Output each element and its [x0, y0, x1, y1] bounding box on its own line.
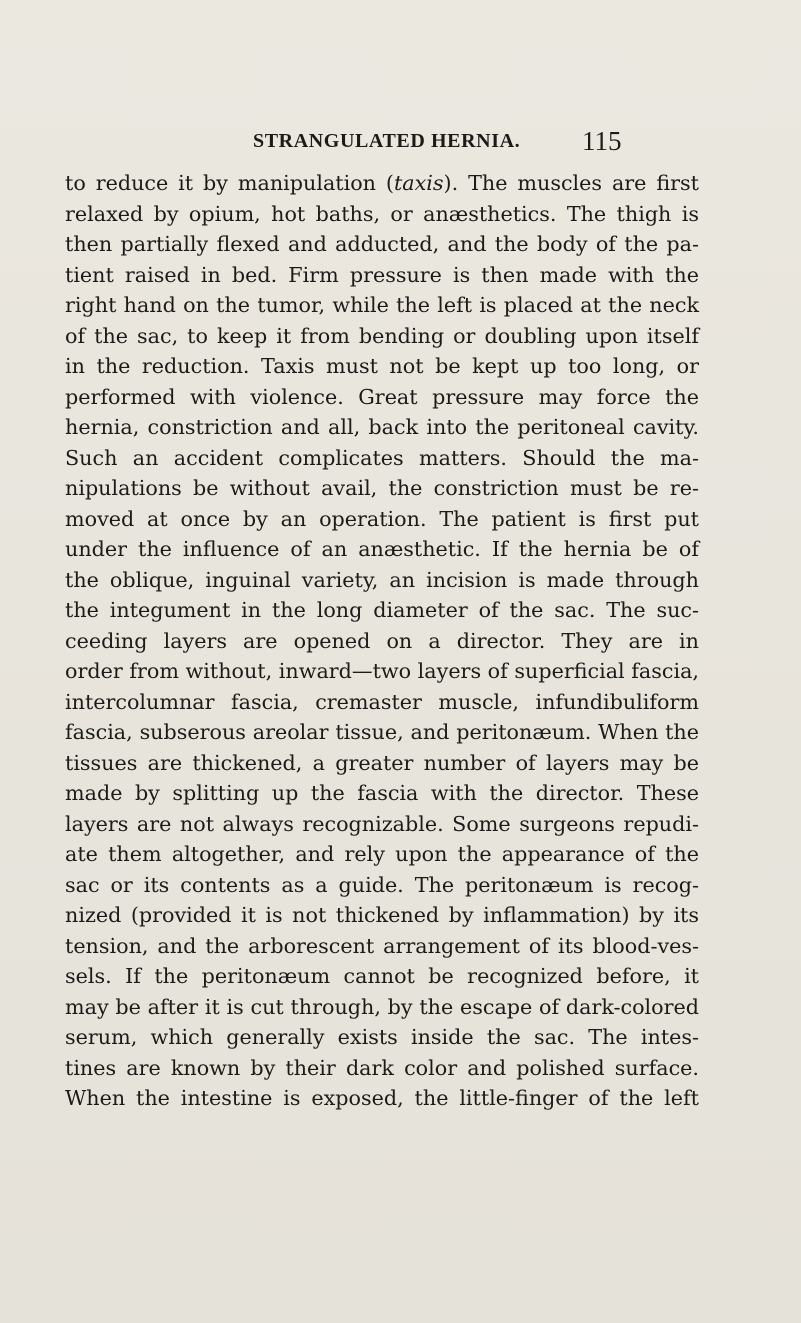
- text-line: tines are known by their dark color and polished surface.: [65, 1055, 699, 1080]
- page-header: [0, 122, 801, 162]
- text-line: hernia, constriction and all, back into the peritoneal cavity.: [65, 415, 699, 439]
- text-line: ceeding layers are opened on a director. They are in: [65, 628, 699, 653]
- text-line: sels. If the peritonæum cannot be recognized before, it: [65, 964, 699, 988]
- text-line: When the intestine is exposed, the little-finger of the left: [65, 1086, 699, 1110]
- page-number: 115: [582, 126, 622, 156]
- text-line: moved at once by an operation. The patient is first put: [65, 506, 699, 531]
- text-line: nipulations be without avail, the constriction must be re-: [65, 476, 699, 500]
- text-line: the integument in the long diameter of the sac. The suc-: [65, 598, 699, 622]
- text-line: performed with violence. Great pressure may force the: [65, 384, 699, 409]
- text-line: the oblique, inguinal variety, an incision is made through: [65, 567, 699, 592]
- text-line: order from without, inward—two layers of superficial fascia,: [65, 659, 699, 683]
- text-line: nized (provided it is not thickened by inflammation) by its: [65, 903, 699, 927]
- text-line: may be after it is cut through, by the escape of dark-colored: [65, 994, 699, 1019]
- text-line: intercolumnar fascia, cremaster muscle, infundibuliform: [65, 689, 699, 714]
- text-line: Such an accident complicates matters. Should the ma-: [65, 445, 699, 470]
- text-line: in the reduction. Taxis must not be kept up too long, or: [65, 354, 699, 378]
- text-line: tient raised in bed. Firm pressure is then made with the: [65, 262, 699, 287]
- text-line: sac or its contents as a guide. The peritonæum is recog-: [65, 872, 699, 897]
- body-text: [65, 168, 699, 1114]
- text-line: right hand on the tumor, while the left is placed at the neck: [65, 293, 699, 317]
- text-line: made by splitting up the fascia with the director. These: [65, 781, 699, 805]
- text-line: of the sac, to keep it from bending or doubling upon itself: [65, 323, 699, 348]
- text-line: to reduce it by manipulation (taxis). The muscles are first: [65, 171, 699, 195]
- text-line: fascia, subserous areolar tissue, and peritonæum. When the: [65, 720, 699, 744]
- text-line: serum, which generally exists inside the sac. The intes-: [65, 1025, 699, 1049]
- text-line: relaxed by opium, hot baths, or anæsthetics. The thigh is: [65, 201, 699, 226]
- text-line: tissues are thickened, a greater number of layers may be: [65, 750, 699, 775]
- text-line: ate them altogether, and rely upon the appearance of the: [65, 842, 699, 866]
- text-line: layers are not always recognizable. Some surgeons repudi-: [65, 811, 699, 836]
- text-line: under the influence of an anæsthetic. If the hernia be of: [65, 537, 699, 561]
- text-line: tension, and the arborescent arrangement of its blood-ves-: [65, 933, 699, 958]
- running-head: STRANGULATED HERNIA.: [253, 130, 521, 152]
- text-line: then partially flexed and adducted, and the body of the pa-: [65, 232, 699, 256]
